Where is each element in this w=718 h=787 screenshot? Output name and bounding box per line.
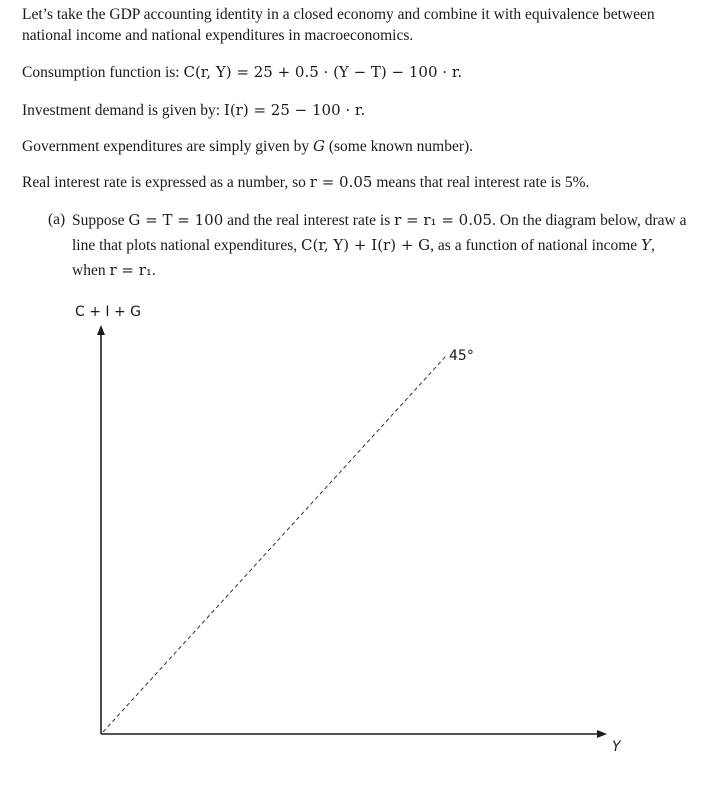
rate-formula: r = 0.05 [309, 173, 373, 191]
part-a-text-6: . [151, 262, 156, 279]
x-axis-label: Y [612, 739, 621, 755]
investment-lead: Investment demand is given by: [22, 102, 224, 119]
government-symbol: G [312, 137, 325, 155]
consumption-formula: C(r, Y) = 25 + 0.5 · (Y − T) − 100 · r. [183, 63, 463, 81]
investment-formula: I(r) = 25 − 100 · r. [223, 101, 366, 119]
part-a-text-1: Suppose [72, 212, 129, 229]
part-a-math-4: Y [641, 236, 651, 254]
forty-five-degree-label: 45° [449, 348, 474, 364]
part-a-label: (a) [48, 211, 66, 228]
rate-tail: means that real interest rate is 5%. [372, 174, 590, 191]
rate-lead: Real interest rate is expressed as a number, so [22, 174, 310, 191]
part-a-text-4: , as a function of national income [430, 237, 642, 254]
y-axis-label: C + I + G [75, 304, 142, 320]
government-tail: (some known number). [324, 138, 474, 155]
part-a-math-2: r = r₁ = 0.05 [394, 211, 493, 229]
part-a-text-3: . On the diagram below, draw a line that plots national expenditures, [72, 212, 687, 254]
part-a-text-2: and the real interest rate is [223, 212, 395, 229]
government-lead: Government expenditures are simply given by [22, 138, 313, 155]
part-a-math-1: G = T = 100 [128, 211, 224, 229]
forty-five-degree-line [103, 356, 446, 732]
part-a-math-3: C(r, Y) + I(r) + G [301, 236, 431, 254]
part-a-text-5: , when [72, 237, 655, 279]
intro-text: Let’s take the GDP accounting identity in a closed economy and combine it with equivalence between national income and national expenditures in macroeconomics. [22, 6, 655, 44]
part-a-math-5: r = r₁ [109, 261, 152, 279]
consumption-lead: Consumption function is: [22, 64, 184, 81]
